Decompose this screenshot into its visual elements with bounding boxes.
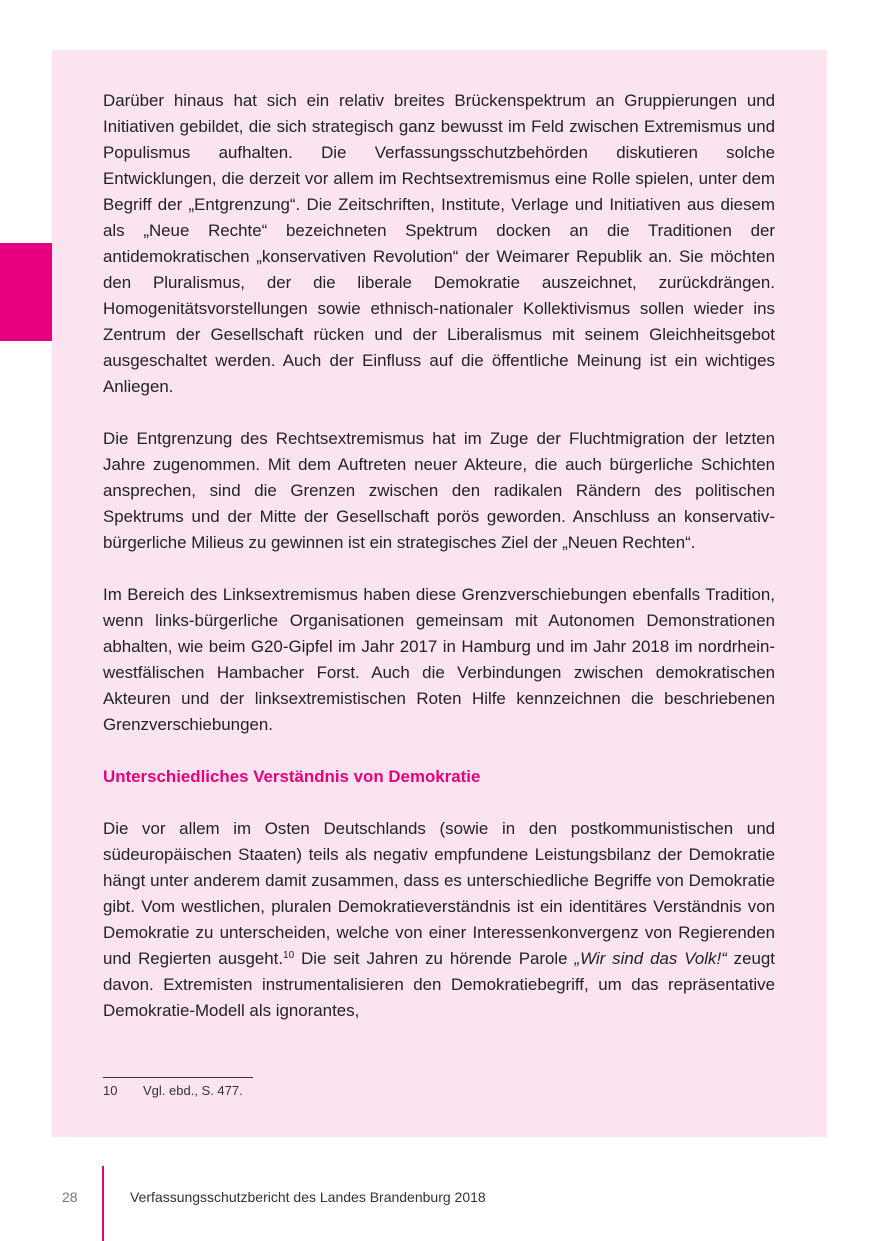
footnote-reference[interactable]: 10 <box>283 950 295 961</box>
footnote-number: 10 <box>103 1083 118 1098</box>
page-number: 28 <box>62 1189 78 1205</box>
footer-divider <box>102 1166 104 1241</box>
paragraph-demokratie-part1: Die vor allem im Osten Deutschlands (sowie in den postkommunistischen und südeuropäischen Staaten) teils als negativ empfundene Leistungsbilanz der Demokratie hängt unter anderem damit zusammen, dass es unterschiedliche Begriffe von Demokratie gibt. Vom westlichen, pluralen Demokratieverständnis ist ein identitäres Verständnis von Demokratie zu unterscheiden, welche von einer Interessenkonvergenz von Regierenden und Regierten ausgeht. <box>103 819 775 968</box>
footnote <box>103 1082 243 1100</box>
chapter-marker-tab <box>0 243 52 341</box>
paragraph-demokratie <box>103 816 775 1024</box>
paragraph-demokratie-part3: zeugt davon. Extremisten instrumentalisieren den Demokratiebegriff, um das repräsentative Demokratie-Modell als ignorantes, <box>103 949 775 1020</box>
slogan-quote: „Wir sind das Volk!“ <box>574 949 727 968</box>
paragraph-linksextremismus: Im Bereich des Linksextremismus haben diese Grenzverschiebungen ebenfalls Tradition, wenn links-bürgerliche Organisationen gemeinsam mit Autonomen Demonstrationen abhalten, wie beim G20-Gipfel im Jahr 2017 in Hamburg und im Jahr 2018 im nordrhein-westfälischen Hambacher Forst. Auch die Verbindungen zwischen demokratischen Akteuren und der linksextremistischen Roten Hilfe kennzeichnen die beschriebenen Grenzverschiebungen. <box>103 585 775 734</box>
paragraph-rechtsextremismus: Die Entgrenzung des Rechtsextremismus hat im Zuge der Fluchtmigration der letzten Jahre zugenommen. Mit dem Auftreten neuer Akteure, die auch bürgerliche Schichten ansprechen, sind die Grenzen zwischen den radikalen Rändern des politischen Spektrums und der Mitte der Gesellschaft porös geworden. Anschluss an konservativ-bürgerliche Milieus zu gewinnen ist ein strategisches Ziel der „Neuen Rechten“. <box>103 429 775 552</box>
paragraph-entgrenzung-intro: Darüber hinaus hat sich ein relativ breites Brückenspektrum an Gruppierungen und Initiativen gebildet, die sich strategisch ganz bewusst im Feld zwischen Extremismus und Populismus aufhalten. Die Verfassungsschutzbehörden diskutieren solche Entwicklungen, die derzeit vor allem im Rechtsextremismus eine Rolle spielen, unter dem Begriff der „Entgrenzung“. Die Zeitschriften, Institute, Verlage und Initiativen aus diesem als „Neue Rechte“ bezeichneten Spektrum docken an die Traditionen der antidemokratischen „konservativen Revolution“ der Weimarer Republik an. Sie möchten den Pluralismus, der die liberale Demokratie auszeichnet, zurückdrängen. Homogenitätsvorstellungen sowie ethnisch-nationaler Kollektivismus sollen wieder ins Zentrum der Gesellschaft rücken und der Liberalismus mit seinem Gleichheitsgebot ausgeschaltet werden. Auch der Einfluss auf die öffentliche Meinung ist ein wichtiges Anliegen. <box>103 91 775 396</box>
footnote-text: Vgl. ebd., S. 477. <box>143 1083 243 1098</box>
section-heading: Unterschiedliches Verständnis von Demokratie <box>103 767 481 786</box>
footer-title: Verfassungsschutzbericht des Landes Brandenburg 2018 <box>130 1189 486 1205</box>
footnote-divider <box>103 1077 253 1078</box>
main-text-column <box>103 88 775 1024</box>
paragraph-demokratie-part2: Die seit Jahren zu hörende Parole <box>294 949 575 968</box>
